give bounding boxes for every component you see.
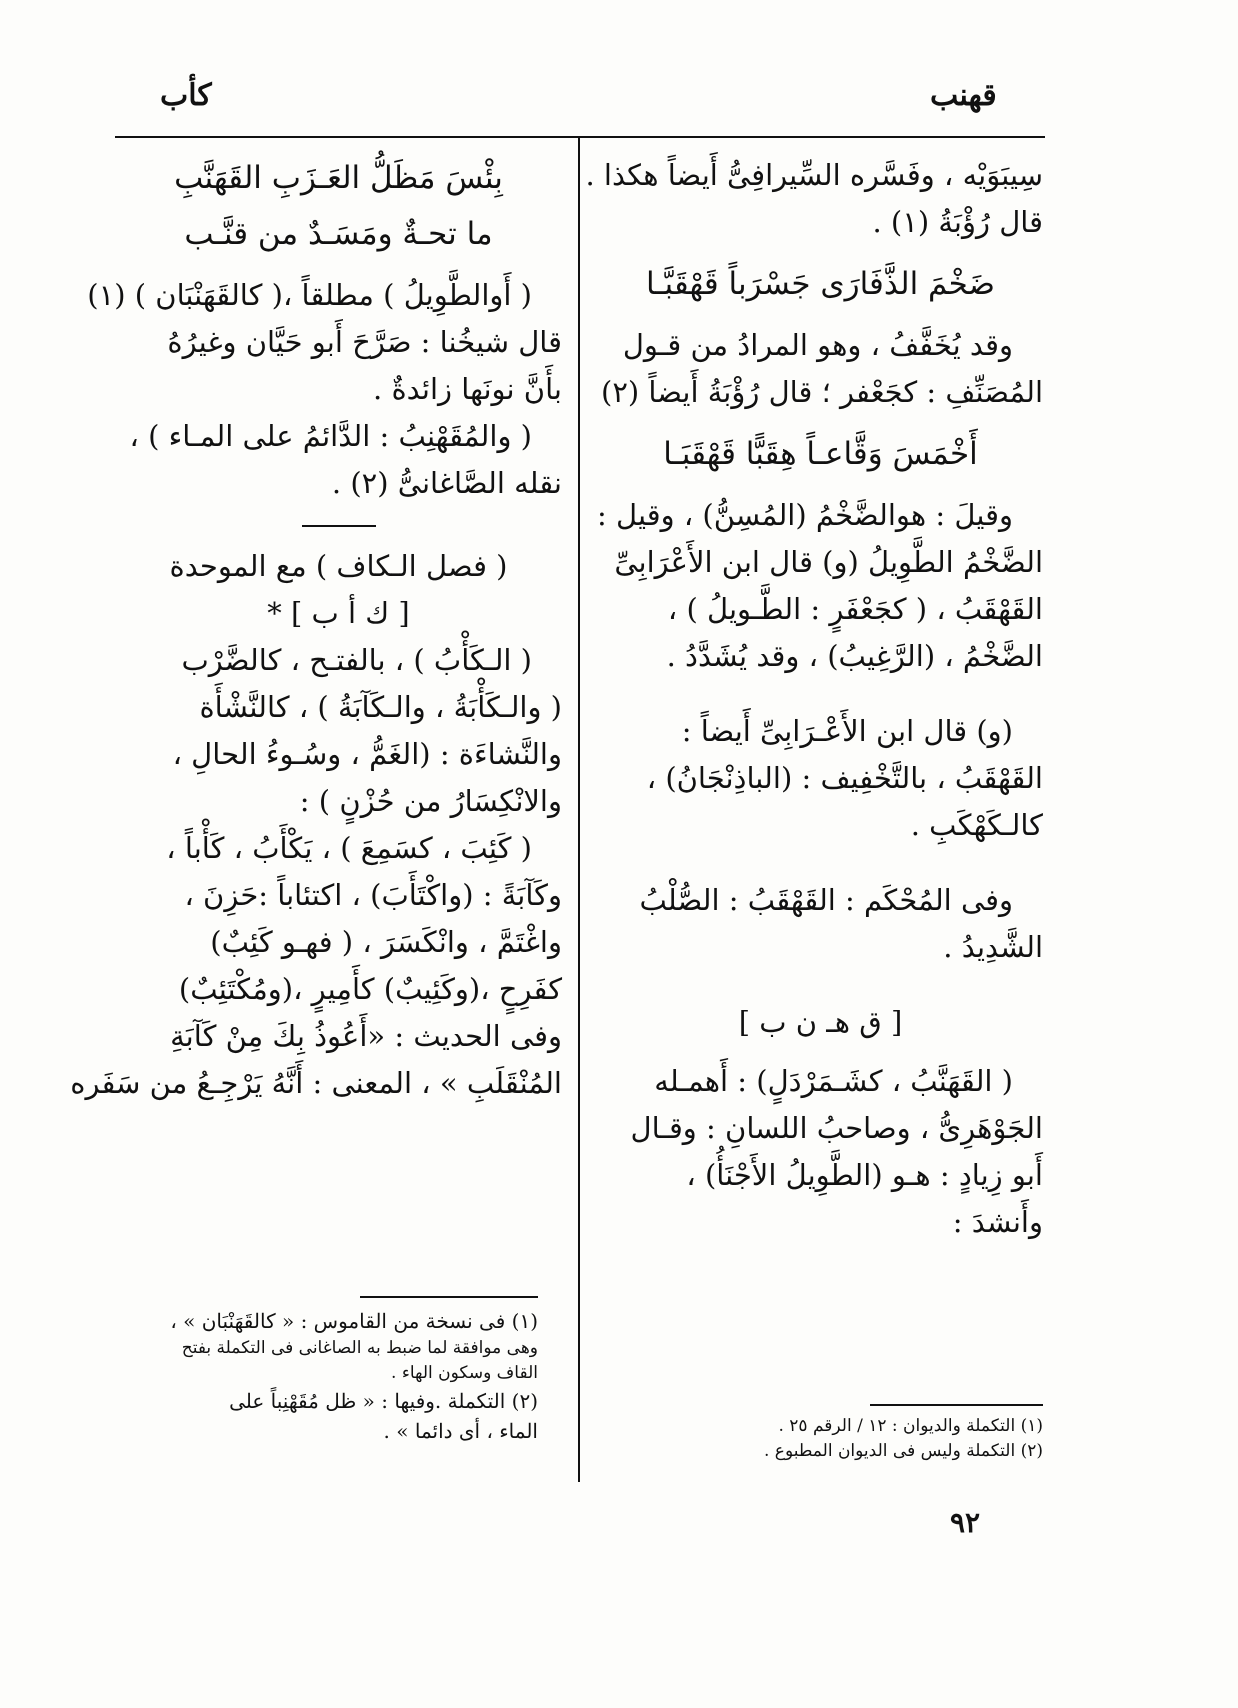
column-divider	[578, 137, 580, 1482]
text-line: وفى المُحْكَم : القَهْقَبُ : الصُّلْبُ	[639, 883, 1013, 917]
entry-heading: [ ك أ ب ] *	[267, 596, 410, 630]
text-line: وكَآبَةً : (واكْتَأَبَ) ، اكتئاباً :حَزِنَ ،	[184, 878, 562, 912]
header-word-right: قهنب	[930, 78, 997, 113]
text-line: وأَنشدَ :	[952, 1205, 1043, 1239]
page-number: ٩٢	[950, 1506, 981, 1539]
left-column	[70, 152, 562, 1107]
header-word-left: كأب	[160, 78, 212, 113]
paragraph	[598, 492, 1043, 680]
paragraph	[598, 708, 1043, 849]
poetry-verse: ما تحـةٌ ومَسَـدٌ من قنَّـب	[184, 216, 493, 252]
text-line: ( والمُقَهْنِبُ : الدَّائمُ على المـاء ) ،	[129, 419, 532, 453]
footnote-continuation: القاف وسكون الهاء .	[391, 1363, 538, 1383]
paragraph	[87, 272, 562, 413]
text-line: ( القَهَنَّبُ ، كشَـمَرْدَلٍ) : أَهمـله	[654, 1064, 1013, 1098]
text-line: القَهْقَبُ ، بالتَّخْفِيف : (الباذِنْجَانُ) ،	[646, 761, 1043, 795]
poetry-verse: أَخْمَسَ وَقَّاعـاً هِقَبًّا قَهْقَبَـا	[663, 436, 978, 472]
text-line: وفى الحديث : «أَعُوذُ بِكَ مِنْ كَآبَةِ	[170, 1019, 562, 1053]
text-line: كالـكَهْكَبِ .	[910, 808, 1043, 842]
text-line: واغْتَمَّ ، وانْكَسَرَ ، ( فهـو كَئِبٌ)	[210, 925, 562, 959]
footnote: (٢) التكملة .وفيها : « ظل مُقَهْنِباً على	[229, 1389, 538, 1413]
footnote-rule	[360, 1296, 538, 1298]
text-line: وقيلَ : هوالضَّخْمُ (المُسِنُّ) ، وقيل :	[597, 498, 1013, 532]
footnote: (٢) التكملة وليس فى الديوان المطبوع .	[764, 1441, 1043, 1461]
footnotes-right	[700, 1414, 1043, 1464]
text-line: (و) قال ابن الأَعْـرَابِىِّ أَيضاً :	[681, 714, 1013, 748]
footnote-rule	[870, 1404, 1043, 1406]
text-line: الضَّخْمُ ، (الرَّغِيبُ) ، وقد يُشَدَّدُ .	[666, 639, 1043, 673]
text-line: الضَّخْمُ الطَّوِيلُ (و) قال ابن الأَعْرَابِىِّ	[614, 545, 1043, 579]
paragraph	[70, 825, 562, 1107]
text-line: المُصَنِّفِ : كجَعْفر ؛ قال رُؤْبَةُ أَيضاً (٢)	[600, 375, 1043, 409]
text-line: ( والـكَأْبَةُ ، والـكَآبَةُ ) ، كالنَّشْأَة	[199, 690, 562, 724]
text-line: قال رُؤْبَةُ (١) .	[872, 205, 1043, 239]
paragraph	[115, 413, 562, 507]
text-line: المُنْقَلَبِ » ، المعنى : أَنَّهُ يَرْجِـعُ من سَفَره	[70, 1066, 562, 1100]
header-rule	[115, 136, 1045, 138]
text-line: سِيبَوَيْه ، وفَسَّره السِّيرافِىُّ أَيضاً هكذا .	[585, 158, 1043, 192]
text-line: القَهْقَبُ ، ( كجَعْفَرٍ : الطَّـويلُ ) ،	[667, 592, 1043, 626]
footnote-continuation: وهى موافقة لما ضبط به الصاغانى فى التكملة بفتح	[181, 1338, 538, 1358]
paragraph	[598, 322, 1043, 416]
footnote: (١) التكملة والديوان : ١٢ / الرقم ٢٥ .	[778, 1416, 1043, 1436]
entry-heading: [ ق هـ ن ب ]	[738, 1005, 903, 1039]
right-column	[585, 152, 1043, 1246]
text-line: وقد يُخَفَّفُ ، وهو المرادُ من قـول	[622, 328, 1013, 362]
text-line: الشَّدِيدُ .	[943, 930, 1043, 964]
paragraph	[115, 637, 562, 825]
text-line: الجَوْهَرِىُّ ، وصاحبُ اللسانِ : وقـال	[630, 1111, 1043, 1145]
text-line: والنَّشاءَة : (الغَمُّ ، وسُـوءُ الحالِ ،	[172, 737, 562, 771]
paragraph	[585, 152, 1043, 246]
text-line: أَبو زِيادٍ : هـو (الطَّوِيلُ الأَجْنَأُ) ،	[686, 1158, 1043, 1192]
paragraph	[598, 877, 1043, 971]
section-separator	[302, 525, 376, 527]
footnote-continuation: الماء ، أى دائما » .	[383, 1419, 538, 1443]
text-line: والانْكِسَارُ من حُزْنٍ ) :	[299, 784, 562, 818]
poetry-verse: ضَخْمَ الذَّفَارَى جَسْرَباً قَهْقَبَّـا	[645, 266, 996, 302]
paragraph	[598, 1058, 1043, 1246]
text-line: ( أَوالطَّوِيلُ ) مطلقاً ،( كالقَهَنْبَان ) (١)	[87, 278, 532, 312]
text-line: كفَرِحٍ ،(وكَئِيبٌ) كأَمِيرٍ ،(ومُكْتَئِبٌ)	[178, 972, 562, 1006]
text-line: قال شيخُنا : صَرَّحَ أَبو حَيَّان وغيرُهُ	[167, 325, 562, 359]
text-line: نقله الصَّاغانىُّ (٢) .	[331, 466, 562, 500]
footnote: (١) فى نسخة من القاموس : « كالقَهَنْبَان » ،	[170, 1309, 538, 1333]
section-title: ( فصل الـكاف ) مع الموحدة	[169, 549, 508, 583]
poetry-verse: بِئْسَ مَظَلُّ العَـزَبِ القَهَنَّبِ	[174, 160, 503, 196]
text-line: ( الـكَأْبُ ) ، بالفتـح ، كالضَّرْب	[181, 643, 532, 677]
text-line: بأَنَّ نونَها زائدةٌ .	[373, 372, 562, 406]
footnotes-left	[115, 1306, 538, 1446]
text-line: ( كَئِبَ ، كسَمِعَ ) ، يَكْأَبُ ، كَأْباً ،	[166, 831, 532, 865]
